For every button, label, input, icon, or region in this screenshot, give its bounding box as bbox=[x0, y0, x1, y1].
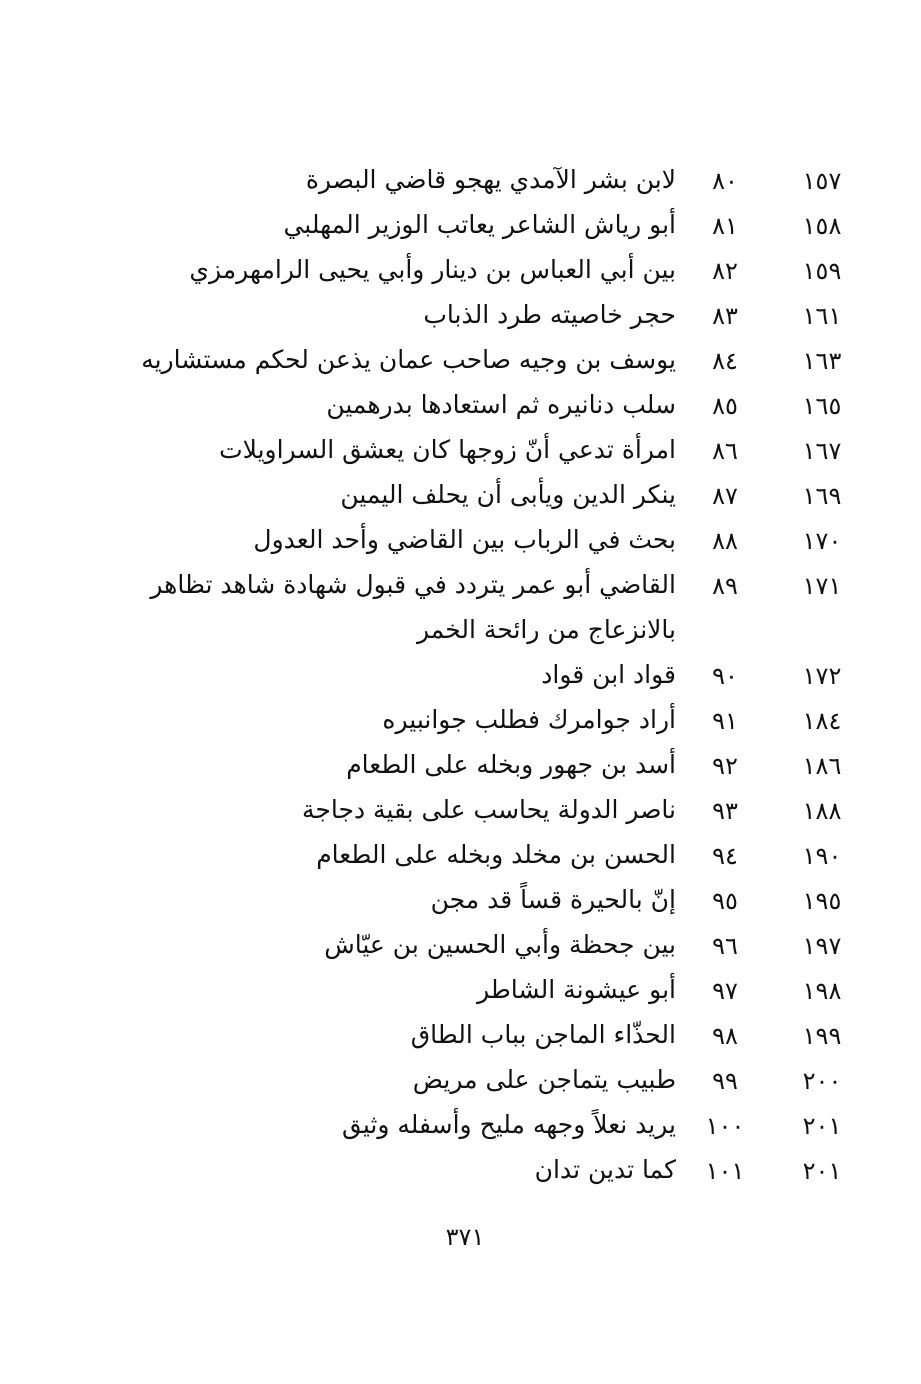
toc-entry-title: القاضي أبو عمر يتردد في قبول شهادة شاهد تظاهر bbox=[150, 570, 676, 599]
toc-page-number: ١٩٧ bbox=[802, 932, 842, 960]
toc-row bbox=[0, 880, 921, 925]
toc-page-number: ١٩٠ bbox=[802, 842, 842, 870]
toc-entry-number: ٩٩ bbox=[712, 1067, 738, 1095]
toc-entry-title: بحث في الرباب بين القاضي وأحد العدول bbox=[253, 525, 676, 554]
toc-page-number: ١٦٥ bbox=[802, 392, 842, 420]
toc-entry-title: بين جحظة وأبي الحسين بن عيّاش bbox=[324, 930, 676, 959]
toc-entry-title: امرأة تدعي أنّ زوجها كان يعشق السراويلات bbox=[219, 435, 676, 464]
toc-entry-title: أبو رياش الشاعر يعاتب الوزير المهلبي bbox=[283, 210, 676, 239]
toc-row bbox=[0, 340, 921, 385]
toc-row bbox=[0, 925, 921, 970]
toc-page-number: ١٧٢ bbox=[802, 662, 842, 690]
toc-entry-number: ١٠٠ bbox=[705, 1112, 745, 1140]
toc-entry-title: يريد نعلاً وجهه مليح وأسفله وثيق bbox=[341, 1110, 676, 1139]
toc-entry-title: ينكر الدين ويأبى أن يحلف اليمين bbox=[340, 480, 676, 509]
toc-row bbox=[0, 475, 921, 520]
table-of-contents bbox=[0, 160, 921, 1195]
toc-entry-title: بالانزعاج من رائحة الخمر bbox=[417, 615, 676, 644]
toc-entry-number: ٨٢ bbox=[712, 257, 738, 285]
toc-entry-title: حجر خاصيته طرد الذباب bbox=[423, 300, 676, 329]
toc-page-number: ١٥٧ bbox=[802, 167, 842, 195]
toc-page-number: ١٧٠ bbox=[802, 527, 842, 555]
toc-entry-number: ٨٧ bbox=[712, 482, 738, 510]
toc-page-number: ٢٠١ bbox=[802, 1157, 842, 1185]
toc-entry-number: ٨١ bbox=[712, 212, 738, 240]
toc-entry-number: ٨٨ bbox=[712, 527, 738, 555]
toc-entry-title: الحسن بن مخلد وبخله على الطعام bbox=[316, 840, 676, 869]
toc-entry-title: طبيب يتماجن على مريض bbox=[412, 1065, 676, 1094]
toc-page-number: ٢٠١ bbox=[802, 1112, 842, 1140]
toc-entry-title: أسد بن جهور وبخله على الطعام bbox=[346, 750, 676, 779]
toc-row bbox=[0, 1150, 921, 1195]
toc-entry-number: ١٠١ bbox=[705, 1157, 745, 1185]
toc-entry-number: ٩٢ bbox=[712, 752, 738, 780]
toc-row bbox=[0, 1105, 921, 1150]
toc-entry-number: ٩٥ bbox=[712, 887, 738, 915]
toc-entry-number: ٩٤ bbox=[712, 842, 738, 870]
toc-entry-number: ٩٧ bbox=[712, 977, 738, 1005]
toc-entry-title: إنّ بالحيرة قساً قد مجن bbox=[430, 885, 676, 914]
toc-row bbox=[0, 160, 921, 205]
toc-page-number: ١٨٨ bbox=[802, 797, 842, 825]
toc-row bbox=[0, 745, 921, 790]
toc-entry-title: كما تدين تدان bbox=[534, 1155, 676, 1184]
toc-entry-number: ٩١ bbox=[712, 707, 738, 735]
toc-entry-number: ٨٣ bbox=[712, 302, 738, 330]
toc-row bbox=[0, 1015, 921, 1060]
toc-entry-number: ٨٤ bbox=[712, 347, 738, 375]
toc-row bbox=[0, 655, 921, 700]
toc-entry-number: ٨٠ bbox=[712, 167, 738, 195]
toc-page-number: ١٦٣ bbox=[802, 347, 842, 375]
toc-page-number: ١٦٧ bbox=[802, 437, 842, 465]
toc-entry-title: لابن بشر الآمدي يهجو قاضي البصرة bbox=[305, 165, 676, 194]
toc-row bbox=[0, 970, 921, 1015]
toc-entry-title: سلب دنانيره ثم استعادها بدرهمين bbox=[326, 390, 676, 419]
toc-page-number: ١٩٩ bbox=[802, 1022, 842, 1050]
toc-page-number: ١٧١ bbox=[802, 572, 842, 600]
toc-entry-number: ٩٨ bbox=[712, 1022, 738, 1050]
toc-page-number: ١٨٦ bbox=[802, 752, 842, 780]
toc-entry-title: الحذّاء الماجن بباب الطاق bbox=[410, 1020, 676, 1049]
toc-row bbox=[0, 430, 921, 475]
toc-entry-number: ٨٩ bbox=[712, 572, 738, 600]
toc-row bbox=[0, 385, 921, 430]
toc-entry-title: ناصر الدولة يحاسب على بقية دجاجة bbox=[302, 795, 676, 824]
toc-entry-number: ٩٣ bbox=[712, 797, 738, 825]
toc-row-continuation bbox=[0, 610, 921, 655]
toc-entry-number: ٨٦ bbox=[712, 437, 738, 465]
toc-page-number: ٢٠٠ bbox=[802, 1067, 842, 1095]
toc-entry-title: بين أبي العباس بن دينار وأبي يحيى الرامهرمزي bbox=[189, 255, 676, 284]
toc-entry-number: ٩٠ bbox=[712, 662, 738, 690]
toc-row bbox=[0, 295, 921, 340]
toc-row bbox=[0, 1060, 921, 1105]
toc-page-number: ١٩٨ bbox=[802, 977, 842, 1005]
toc-row bbox=[0, 700, 921, 745]
toc-page-number: ١٨٤ bbox=[802, 707, 842, 735]
toc-row bbox=[0, 250, 921, 295]
toc-entry-title: يوسف بن وجيه صاحب عمان يذعن لحكم مستشاريه bbox=[141, 345, 676, 374]
toc-entry-title: أبو عيشونة الشاطر bbox=[477, 975, 676, 1004]
toc-row bbox=[0, 205, 921, 250]
toc-row bbox=[0, 835, 921, 880]
toc-row bbox=[0, 520, 921, 565]
toc-entry-number: ٩٦ bbox=[712, 932, 738, 960]
page-footer-number: ٣٧١ bbox=[445, 1223, 485, 1251]
toc-page-number: ١٩٥ bbox=[802, 887, 842, 915]
toc-page-number: ١٥٨ bbox=[802, 212, 842, 240]
toc-entry-title: أراد جوامرك فطلب جوانبيره bbox=[382, 705, 676, 734]
toc-row bbox=[0, 565, 921, 610]
toc-page-number: ١٦١ bbox=[802, 302, 842, 330]
toc-page-number: ١٥٩ bbox=[802, 257, 842, 285]
toc-page-number: ١٦٩ bbox=[802, 482, 842, 510]
toc-entry-number: ٨٥ bbox=[712, 392, 738, 420]
toc-row bbox=[0, 790, 921, 835]
toc-entry-title: قواد ابن قواد bbox=[541, 660, 676, 689]
